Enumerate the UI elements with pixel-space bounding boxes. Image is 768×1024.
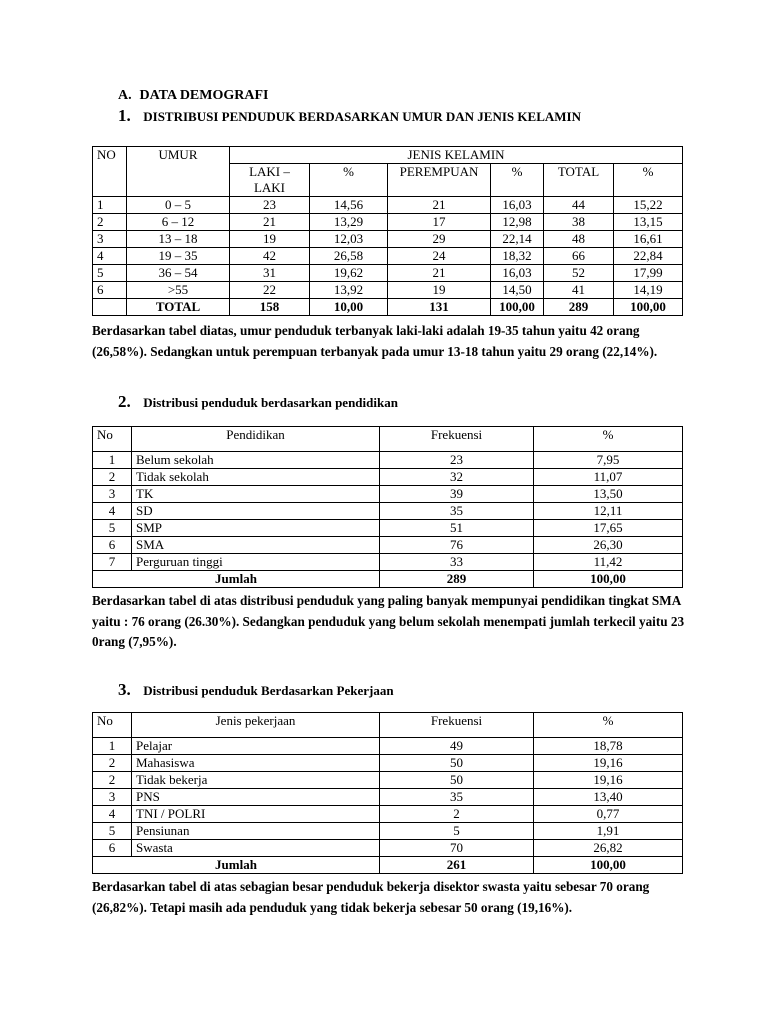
table-row (93, 231, 683, 248)
cell-frekuensi: 33 (380, 554, 534, 571)
total-label: TOTAL (127, 299, 230, 316)
cell-pct: 26,30 (534, 537, 683, 554)
cell-pct-perempuan: 16,03 (491, 265, 544, 282)
table1-title: DISTRIBUSI PENDUDUK BERDASARKAN UMUR DAN JENIS KELAMIN (143, 109, 581, 124)
jumlah-pct: 100,00 (534, 857, 683, 874)
table-row (93, 537, 683, 554)
cell-pct-laki: 13,92 (310, 282, 388, 299)
jumlah-frekuensi: 289 (380, 571, 534, 588)
table2-title: Distribusi penduduk berdasarkan pendidikan (143, 395, 398, 410)
cell-umur: 13 – 18 (127, 231, 230, 248)
cell-pct: 12,11 (534, 503, 683, 520)
table3-title: Distribusi penduduk Berdasarkan Pekerjaan (143, 683, 394, 698)
cell-no: 6 (93, 282, 127, 299)
cell-pct-perempuan: 16,03 (491, 197, 544, 214)
cell-pekerjaan: Mahasiswa (132, 755, 380, 772)
header-no: No (93, 427, 132, 452)
header-pct: % (534, 713, 683, 738)
cell-frekuensi: 49 (380, 738, 534, 755)
cell-umur: 36 – 54 (127, 265, 230, 282)
cell-pct: 17,65 (534, 520, 683, 537)
table1-summary: Berdasarkan tabel diatas, umur penduduk terbanyak laki-laki adalah 19-35 tahun yaitu 42 orang (26,58%). Sedangkan untuk perempuan terbanyak pada umur 13-18 tahun yaitu 29 orang (22,14%). (92, 323, 658, 359)
table-row (93, 197, 683, 214)
table-row (93, 772, 683, 789)
cell-pendidikan: SD (132, 503, 380, 520)
table1-heading (118, 106, 581, 126)
section-heading (118, 88, 268, 104)
cell-pct-laki: 13,29 (310, 214, 388, 231)
cell-pendidikan: SMA (132, 537, 380, 554)
cell-pendidikan: TK (132, 486, 380, 503)
cell-no: 7 (93, 554, 132, 571)
total-pct-perempuan: 100,00 (491, 299, 544, 316)
cell-frekuensi: 35 (380, 503, 534, 520)
cell-pct-perempuan: 18,32 (491, 248, 544, 265)
cell-no: 2 (93, 755, 132, 772)
table-row (93, 282, 683, 299)
cell-laki: 19 (230, 231, 310, 248)
cell-pendidikan: Belum sekolah (132, 452, 380, 469)
table-row (93, 503, 683, 520)
cell-pct-total: 15,22 (614, 197, 683, 214)
header-no: No (93, 713, 132, 738)
cell-pekerjaan: Swasta (132, 840, 380, 857)
table3-heading (118, 680, 394, 700)
cell-umur: 6 – 12 (127, 214, 230, 231)
cell-no: 2 (93, 469, 132, 486)
header-laki: LAKI – LAKI (230, 164, 310, 197)
cell-perempuan: 21 (388, 197, 491, 214)
cell-no: 4 (93, 503, 132, 520)
table-row (93, 738, 683, 755)
table-row (93, 452, 683, 469)
header-pct-laki: % (310, 164, 388, 197)
cell-laki: 42 (230, 248, 310, 265)
cell-no: 4 (93, 806, 132, 823)
total-pct-total: 100,00 (614, 299, 683, 316)
section-letter: A. (118, 88, 132, 103)
cell-pct-total: 14,19 (614, 282, 683, 299)
cell-pct-perempuan: 14,50 (491, 282, 544, 299)
header-no: NO (93, 147, 127, 197)
cell-laki: 21 (230, 214, 310, 231)
cell-no: 3 (93, 231, 127, 248)
education-table (92, 426, 683, 588)
cell-frekuensi: 76 (380, 537, 534, 554)
cell-pct: 19,16 (534, 772, 683, 789)
cell-laki: 23 (230, 197, 310, 214)
cell-no: 2 (93, 772, 132, 789)
table2-summary: Berdasarkan tabel di atas distribusi penduduk yang paling banyak mempunyai pendidikan tingkat SMA yaitu : 76 orang (26.30%). Sedangkan penduduk yang belum sekolah menempati jumlah terkecil yaitu 23 0rang (7,95%). (92, 593, 685, 649)
table2-number: 2. (118, 392, 131, 411)
cell-pct: 18,78 (534, 738, 683, 755)
cell-pct-total: 22,84 (614, 248, 683, 265)
age-gender-table (92, 146, 683, 316)
jumlah-frekuensi: 261 (380, 857, 534, 874)
cell-pct-total: 16,61 (614, 231, 683, 248)
cell-no: 5 (93, 520, 132, 537)
cell-umur: 19 – 35 (127, 248, 230, 265)
cell-frekuensi: 51 (380, 520, 534, 537)
cell-total: 52 (544, 265, 614, 282)
occupation-table (92, 712, 683, 874)
cell-pct: 11,42 (534, 554, 683, 571)
cell-no: 3 (93, 789, 132, 806)
header-total: TOTAL (544, 164, 614, 197)
cell-frekuensi: 5 (380, 823, 534, 840)
cell-perempuan: 19 (388, 282, 491, 299)
table-row (93, 755, 683, 772)
cell-perempuan: 17 (388, 214, 491, 231)
cell-perempuan: 29 (388, 231, 491, 248)
cell-pekerjaan: TNI / POLRI (132, 806, 380, 823)
jumlah-pct: 100,00 (534, 571, 683, 588)
table-row (93, 486, 683, 503)
cell-pendidikan: SMP (132, 520, 380, 537)
header-perempuan: PEREMPUAN (388, 164, 491, 197)
cell-umur: 0 – 5 (127, 197, 230, 214)
header-pct: % (534, 427, 683, 452)
cell-pct-laki: 19,62 (310, 265, 388, 282)
cell-laki: 22 (230, 282, 310, 299)
cell-no: 5 (93, 823, 132, 840)
cell-frekuensi: 50 (380, 772, 534, 789)
table-row (93, 806, 683, 823)
cell-pekerjaan: PNS (132, 789, 380, 806)
section-title: DATA DEMOGRAFI (139, 88, 269, 103)
cell-total: 38 (544, 214, 614, 231)
cell-pct: 11,07 (534, 469, 683, 486)
cell-frekuensi: 35 (380, 789, 534, 806)
cell-pct: 13,50 (534, 486, 683, 503)
cell-pekerjaan: Pelajar (132, 738, 380, 755)
cell-perempuan: 24 (388, 248, 491, 265)
table-row (93, 469, 683, 486)
cell-perempuan: 21 (388, 265, 491, 282)
cell-umur: >55 (127, 282, 230, 299)
total-total: 289 (544, 299, 614, 316)
header-jenis-kelamin: JENIS KELAMIN (230, 147, 683, 164)
jumlah-label: Jumlah (93, 571, 380, 588)
cell-no: 6 (93, 840, 132, 857)
cell-pct-total: 13,15 (614, 214, 683, 231)
cell-pct: 26,82 (534, 840, 683, 857)
total-laki: 158 (230, 299, 310, 316)
table3-number: 3. (118, 680, 131, 699)
cell-total: 66 (544, 248, 614, 265)
cell-pct: 0,77 (534, 806, 683, 823)
table3-summary: Berdasarkan tabel di atas sebagian besar penduduk bekerja disektor swasta yaitu sebesar 70 orang (26,82%). Tetapi masih ada penduduk yang tidak bekerja sebesar 50 orang (19,16%). (92, 879, 650, 915)
cell-pekerjaan: Tidak bekerja (132, 772, 380, 789)
header-umur: UMUR (127, 147, 230, 197)
cell-pct: 1,91 (534, 823, 683, 840)
total-pct-laki: 10,00 (310, 299, 388, 316)
cell-pct-laki: 12,03 (310, 231, 388, 248)
cell-frekuensi: 39 (380, 486, 534, 503)
header-pct-total: % (614, 164, 683, 197)
cell-no: 1 (93, 452, 132, 469)
total-perempuan: 131 (388, 299, 491, 316)
cell-no: 1 (93, 197, 127, 214)
table2-heading (118, 392, 398, 412)
cell-pct: 7,95 (534, 452, 683, 469)
cell-no: 4 (93, 248, 127, 265)
cell-no: 1 (93, 738, 132, 755)
cell-frekuensi: 2 (380, 806, 534, 823)
table-row (93, 248, 683, 265)
table1-number: 1. (118, 106, 131, 125)
header-pendidikan: Pendidikan (132, 427, 380, 452)
cell-pct-laki: 14,56 (310, 197, 388, 214)
jumlah-label: Jumlah (93, 857, 380, 874)
header-frekuensi: Frekuensi (380, 713, 534, 738)
cell-pct-perempuan: 22,14 (491, 231, 544, 248)
cell-no: 2 (93, 214, 127, 231)
table-row (93, 840, 683, 857)
cell-pct: 13,40 (534, 789, 683, 806)
cell-frekuensi: 23 (380, 452, 534, 469)
table-row (93, 214, 683, 231)
cell-laki: 31 (230, 265, 310, 282)
cell-total: 41 (544, 282, 614, 299)
header-jenis-pekerjaan: Jenis pekerjaan (132, 713, 380, 738)
cell-pendidikan: Perguruan tinggi (132, 554, 380, 571)
cell-total: 44 (544, 197, 614, 214)
header-pct-perempuan: % (491, 164, 544, 197)
table-row (93, 520, 683, 537)
table-row (93, 554, 683, 571)
cell-pct-perempuan: 12,98 (491, 214, 544, 231)
cell-no: 3 (93, 486, 132, 503)
table-row (93, 265, 683, 282)
cell-pct-laki: 26,58 (310, 248, 388, 265)
cell-frekuensi: 32 (380, 469, 534, 486)
table-row (93, 823, 683, 840)
cell-frekuensi: 70 (380, 840, 534, 857)
cell-frekuensi: 50 (380, 755, 534, 772)
cell-no: 6 (93, 537, 132, 554)
cell-pekerjaan: Pensiunan (132, 823, 380, 840)
header-frekuensi: Frekuensi (380, 427, 534, 452)
table-row (93, 789, 683, 806)
cell-total: 48 (544, 231, 614, 248)
cell-pendidikan: Tidak sekolah (132, 469, 380, 486)
cell-pct: 19,16 (534, 755, 683, 772)
cell-pct-total: 17,99 (614, 265, 683, 282)
cell-no: 5 (93, 265, 127, 282)
